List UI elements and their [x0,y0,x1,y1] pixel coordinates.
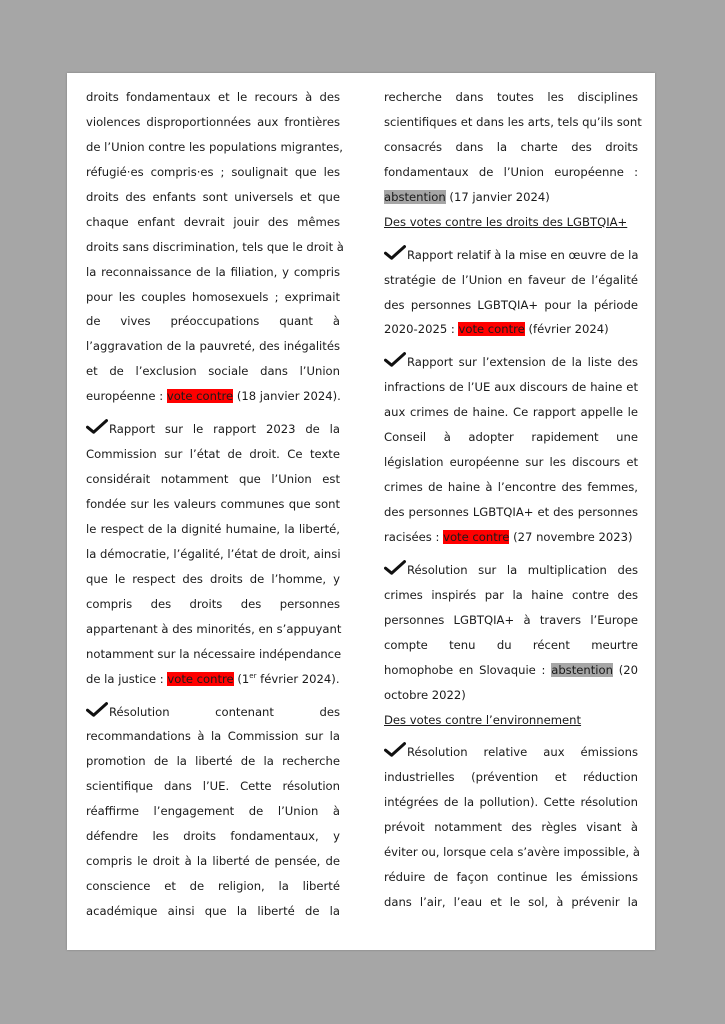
text-line: de l’Union contre les populations migrantes, [86,139,343,154]
text-line: consacrés dans la charte des droits [384,139,638,154]
text-line: scientifique dans l’UE. Cette résolution [86,779,340,794]
item-first-line [86,417,340,442]
checkmark-icon [384,560,406,575]
vote-line [384,525,638,550]
checkmark-icon [384,245,406,260]
text-line: dans l’air, l’eau et le sol, à prévenir la [384,895,638,910]
vote-line-text: européenne : [86,389,167,404]
text-line: recommandations à la Commission sur la [86,729,340,744]
text-line: réduire de façon continue les émissions [384,870,638,885]
vote-line-text: 2020-2025 : [384,322,459,337]
ordinal-superscript: er [249,671,257,680]
item-title: Résolution contenant des [109,704,340,719]
section-heading: Des votes contre l’environnement [384,712,582,727]
right-column [384,85,642,915]
text-line: que le respect des droits de l’homme, y [86,571,340,586]
abstention-badge: abstention [551,662,613,677]
text-line: stratégie de l’Union en faveur de l’égalité [384,272,638,287]
item-first-line [384,243,638,268]
text-line: réfugié·es compris·es ; soulignait que les [86,164,340,179]
text-line: prévoit notamment des règles visant à [384,820,638,835]
item-first-line [384,740,638,765]
checkmark-icon [384,352,406,367]
checkmark-icon [86,702,108,717]
text-line: pour les couples homosexuels ; exprimait [86,289,340,304]
text-line: infractions de l’UE aux discours de haine et [384,380,638,395]
vote-line [86,384,340,409]
item-first-line [384,350,638,375]
item-title: Rapport sur le rapport 2023 de la [109,422,340,437]
vote-line-text: racisées : [384,529,444,544]
text-line: législation européenne sur les discours et [384,455,638,470]
text-line: promotion de la liberté de la recherche [86,754,340,769]
text-line: fondamentaux de l’Union européenne : [384,164,638,179]
text-line: compte tenu du récent meurtre [384,637,638,652]
text-line: droits des enfants sont universels et que [86,189,340,204]
vote-line [86,667,340,692]
item-first-line [86,700,340,725]
text-line: chaque enfant devrait jouir des mêmes [86,214,340,229]
item-title: Résolution sur la multiplication des [407,562,638,577]
text-line: scientifiques et dans les arts, tels qu’ils sont [384,114,642,129]
vote-date: (1 [233,671,250,686]
text-line: Commission sur l’état de droit. Ce texte [86,447,340,462]
vote-line [384,317,638,342]
section-heading: Des votes contre les droits des LGBTQIA+ [384,214,628,229]
vote-line-text: homophobe en Slovaquie : [384,662,552,677]
text-line: des personnes LGBTQIA+ pour la période [384,297,638,312]
text-line: recherche dans toutes les disciplines [384,90,638,104]
item-title: Rapport sur l’extension de la liste des [407,355,638,370]
item-title: Rapport relatif à la mise en œuvre de la [407,247,639,262]
document-page [67,73,655,950]
text-line: académique ainsi que la liberté de la [86,904,340,918]
text-line: crimes de haine à l’encontre des femmes, [384,480,638,495]
vote-date: (27 novembre 2023) [509,529,633,544]
text-line: conscience et de religion, la liberté [86,879,340,894]
text-line: violences disproportionnées aux frontières [86,114,340,129]
text-line: industrielles (prévention et réduction [384,770,638,785]
text-line: des personnes LGBTQIA+ et des personnes [384,505,638,519]
text-line: crimes inspirés par la haine contre des [384,587,638,602]
vote-line [384,185,638,210]
text-line: réaffirme l’engagement de l’Union à [86,804,340,819]
text-line: de vives préoccupations quant à [86,314,340,329]
text-line: intégrées de la pollution). Cette résolution [384,795,638,810]
vote-contre-badge: vote contre [167,671,234,686]
text-line: compris des droits des personnes [86,596,340,611]
text-line: droits sans discrimination, tels que le droit à [86,239,344,254]
text-line: personnes LGBTQIA+ à travers l’Europe [384,612,638,627]
vote-contre-badge: vote contre [166,389,234,404]
vote-line-text: de la justice : [86,671,168,686]
text-line: octobre 2022) [384,687,466,702]
text-line: fondée sur les valeurs communes que sont [86,497,340,511]
text-line: et de l’exclusion sociale dans l’Union [86,364,340,379]
text-line: compris le droit à la liberté de pensée, de [86,854,340,869]
text-line: notamment sur la nécessaire indépendance [86,646,342,661]
vote-date: (18 janvier 2024). [233,389,341,404]
text-line: Conseil à adopter rapidement une [384,430,638,445]
text-line: considérait notamment que l’Union est [86,472,340,487]
text-line: l’aggravation de la pauvreté, des inégalités [86,339,340,354]
vote-date: (20 [612,662,638,677]
text-line: aux crimes de haine. Ce rapport appelle le [384,405,638,420]
vote-contre-badge: vote contre [443,529,510,544]
checkmark-icon [86,419,108,434]
left-column [86,85,344,924]
vote-line [384,658,638,683]
text-line: appartenant à des minorités, en s’appuyant [86,621,342,636]
text-line: défendre les droits fondamentaux, y [86,829,340,844]
vote-date: (février 2024) [524,322,609,337]
checkmark-icon [384,742,406,757]
text-line: éviter ou, lorsque cela s’avère impossible, à [384,845,640,860]
text-line: la reconnaissance de la filiation, y compris [86,264,340,279]
vote-contre-badge: vote contre [458,322,525,337]
vote-date: (17 janvier 2024) [445,189,550,204]
text-line: le respect de la dignité humaine, la liberté, [86,521,340,536]
item-first-line [384,558,638,583]
abstention-badge: abstention [384,189,446,204]
vote-date: février 2024). [256,671,340,686]
text-line: droits fondamentaux et le recours à des [86,90,340,104]
text-line: la démocratie, l’égalité, l’état de droit, ainsi [86,546,341,561]
item-title: Résolution relative aux émissions [407,745,638,760]
